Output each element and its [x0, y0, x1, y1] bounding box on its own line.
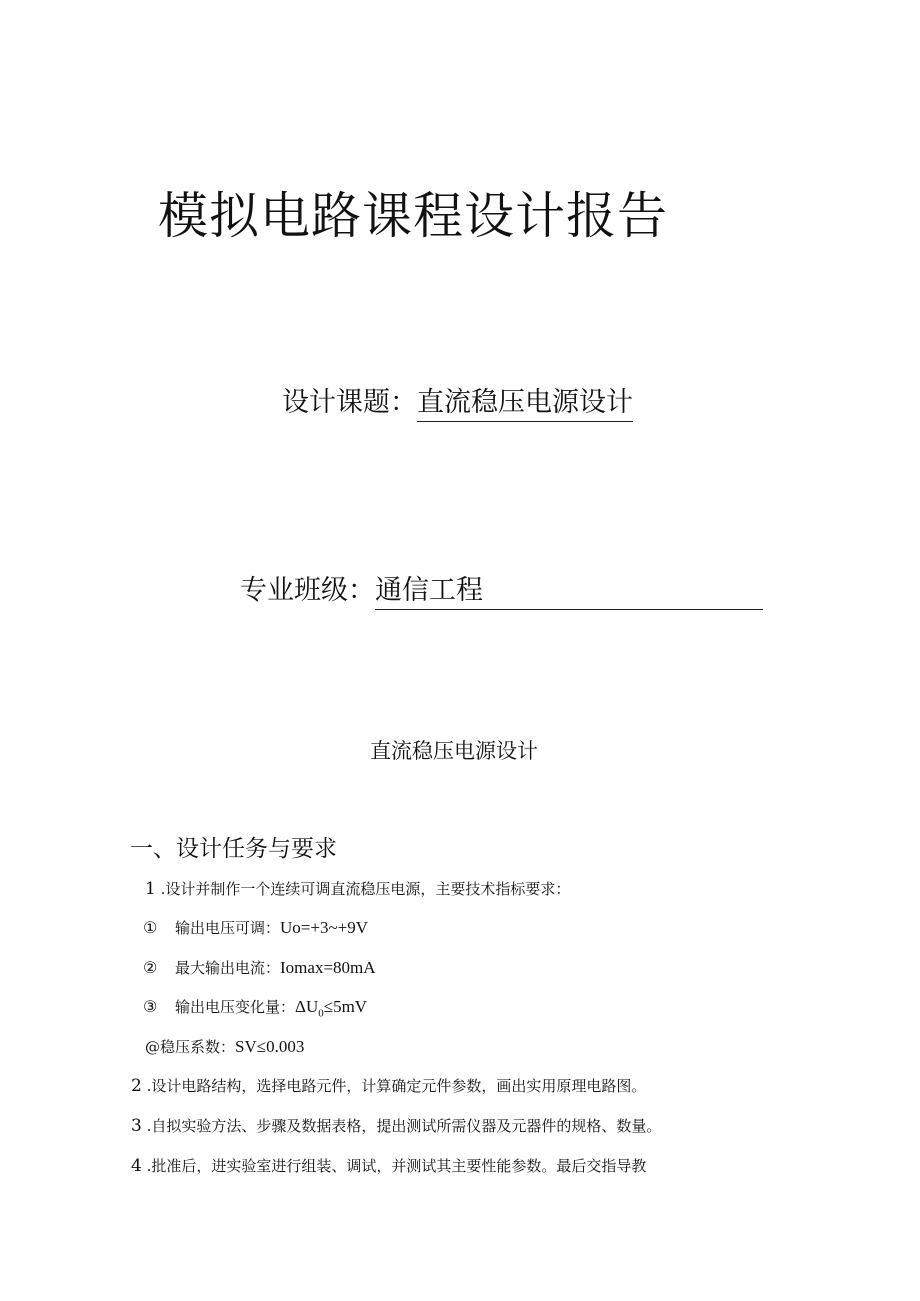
design-topic-row	[282, 380, 633, 422]
major-class-label: 专业班级：	[240, 575, 375, 606]
spec-label: 输出电压可调：	[175, 919, 281, 937]
item-text: .自拟实验方法、步骤及数据表格，提出测试所需仪器及元器件的规格、数量。	[141, 1117, 662, 1135]
design-topic-value: 直流稳压电源设计	[417, 380, 633, 422]
spec-value: Uo=+3~+9V	[280, 918, 369, 937]
spec-value: SV≤0.003	[235, 1037, 305, 1056]
item-text: .设计电路结构，选择电路元件，计算确定元件参数，画出实用原理电路图。	[141, 1077, 647, 1095]
requirement-item-1	[145, 878, 570, 899]
requirement-item-2	[131, 1075, 646, 1096]
spec-value-prefix: ΔU	[295, 997, 319, 1016]
spec-item-3	[143, 996, 367, 1019]
section-heading: 一、设计任务与要求	[130, 836, 337, 862]
document-heading: 直流稳压电源设计	[370, 739, 538, 763]
spec-item-2	[143, 957, 376, 978]
spec-label: 最大输出电流：	[175, 959, 281, 977]
item-number: 4	[131, 1156, 142, 1176]
spec-marker: ②	[143, 958, 158, 977]
requirement-item-3	[131, 1115, 661, 1136]
major-class-row	[240, 568, 763, 610]
spec-value-suffix: ≤5mV	[323, 997, 368, 1016]
design-topic-label: 设计课题：	[282, 387, 417, 418]
report-title: 模拟电路课程设计报告	[158, 187, 668, 245]
spec-value	[295, 997, 368, 1020]
spec-value: Iomax=80mA	[280, 958, 376, 977]
spec-marker: ③	[143, 997, 158, 1016]
spec-item-4	[145, 1036, 304, 1057]
item-number: 2	[131, 1076, 142, 1096]
spec-marker: @	[145, 1038, 160, 1056]
item-text: .设计并制作一个连续可调直流稳压电源，主要技术指标要求：	[155, 880, 571, 898]
spec-item-1	[143, 917, 368, 938]
requirement-item-4	[131, 1155, 646, 1176]
spec-label: 输出电压变化量：	[175, 998, 296, 1016]
major-class-value: 通信工程	[375, 568, 763, 610]
item-number: 1	[145, 879, 156, 899]
item-text: .批准后，进实验室进行组装、调试，并测试其主要性能参数。最后交指导教	[141, 1157, 647, 1175]
spec-label: 稳压系数：	[160, 1038, 236, 1056]
item-number: 3	[131, 1116, 142, 1136]
spec-marker: ①	[143, 918, 158, 937]
spec-value-subscript: 0	[318, 1007, 324, 1020]
